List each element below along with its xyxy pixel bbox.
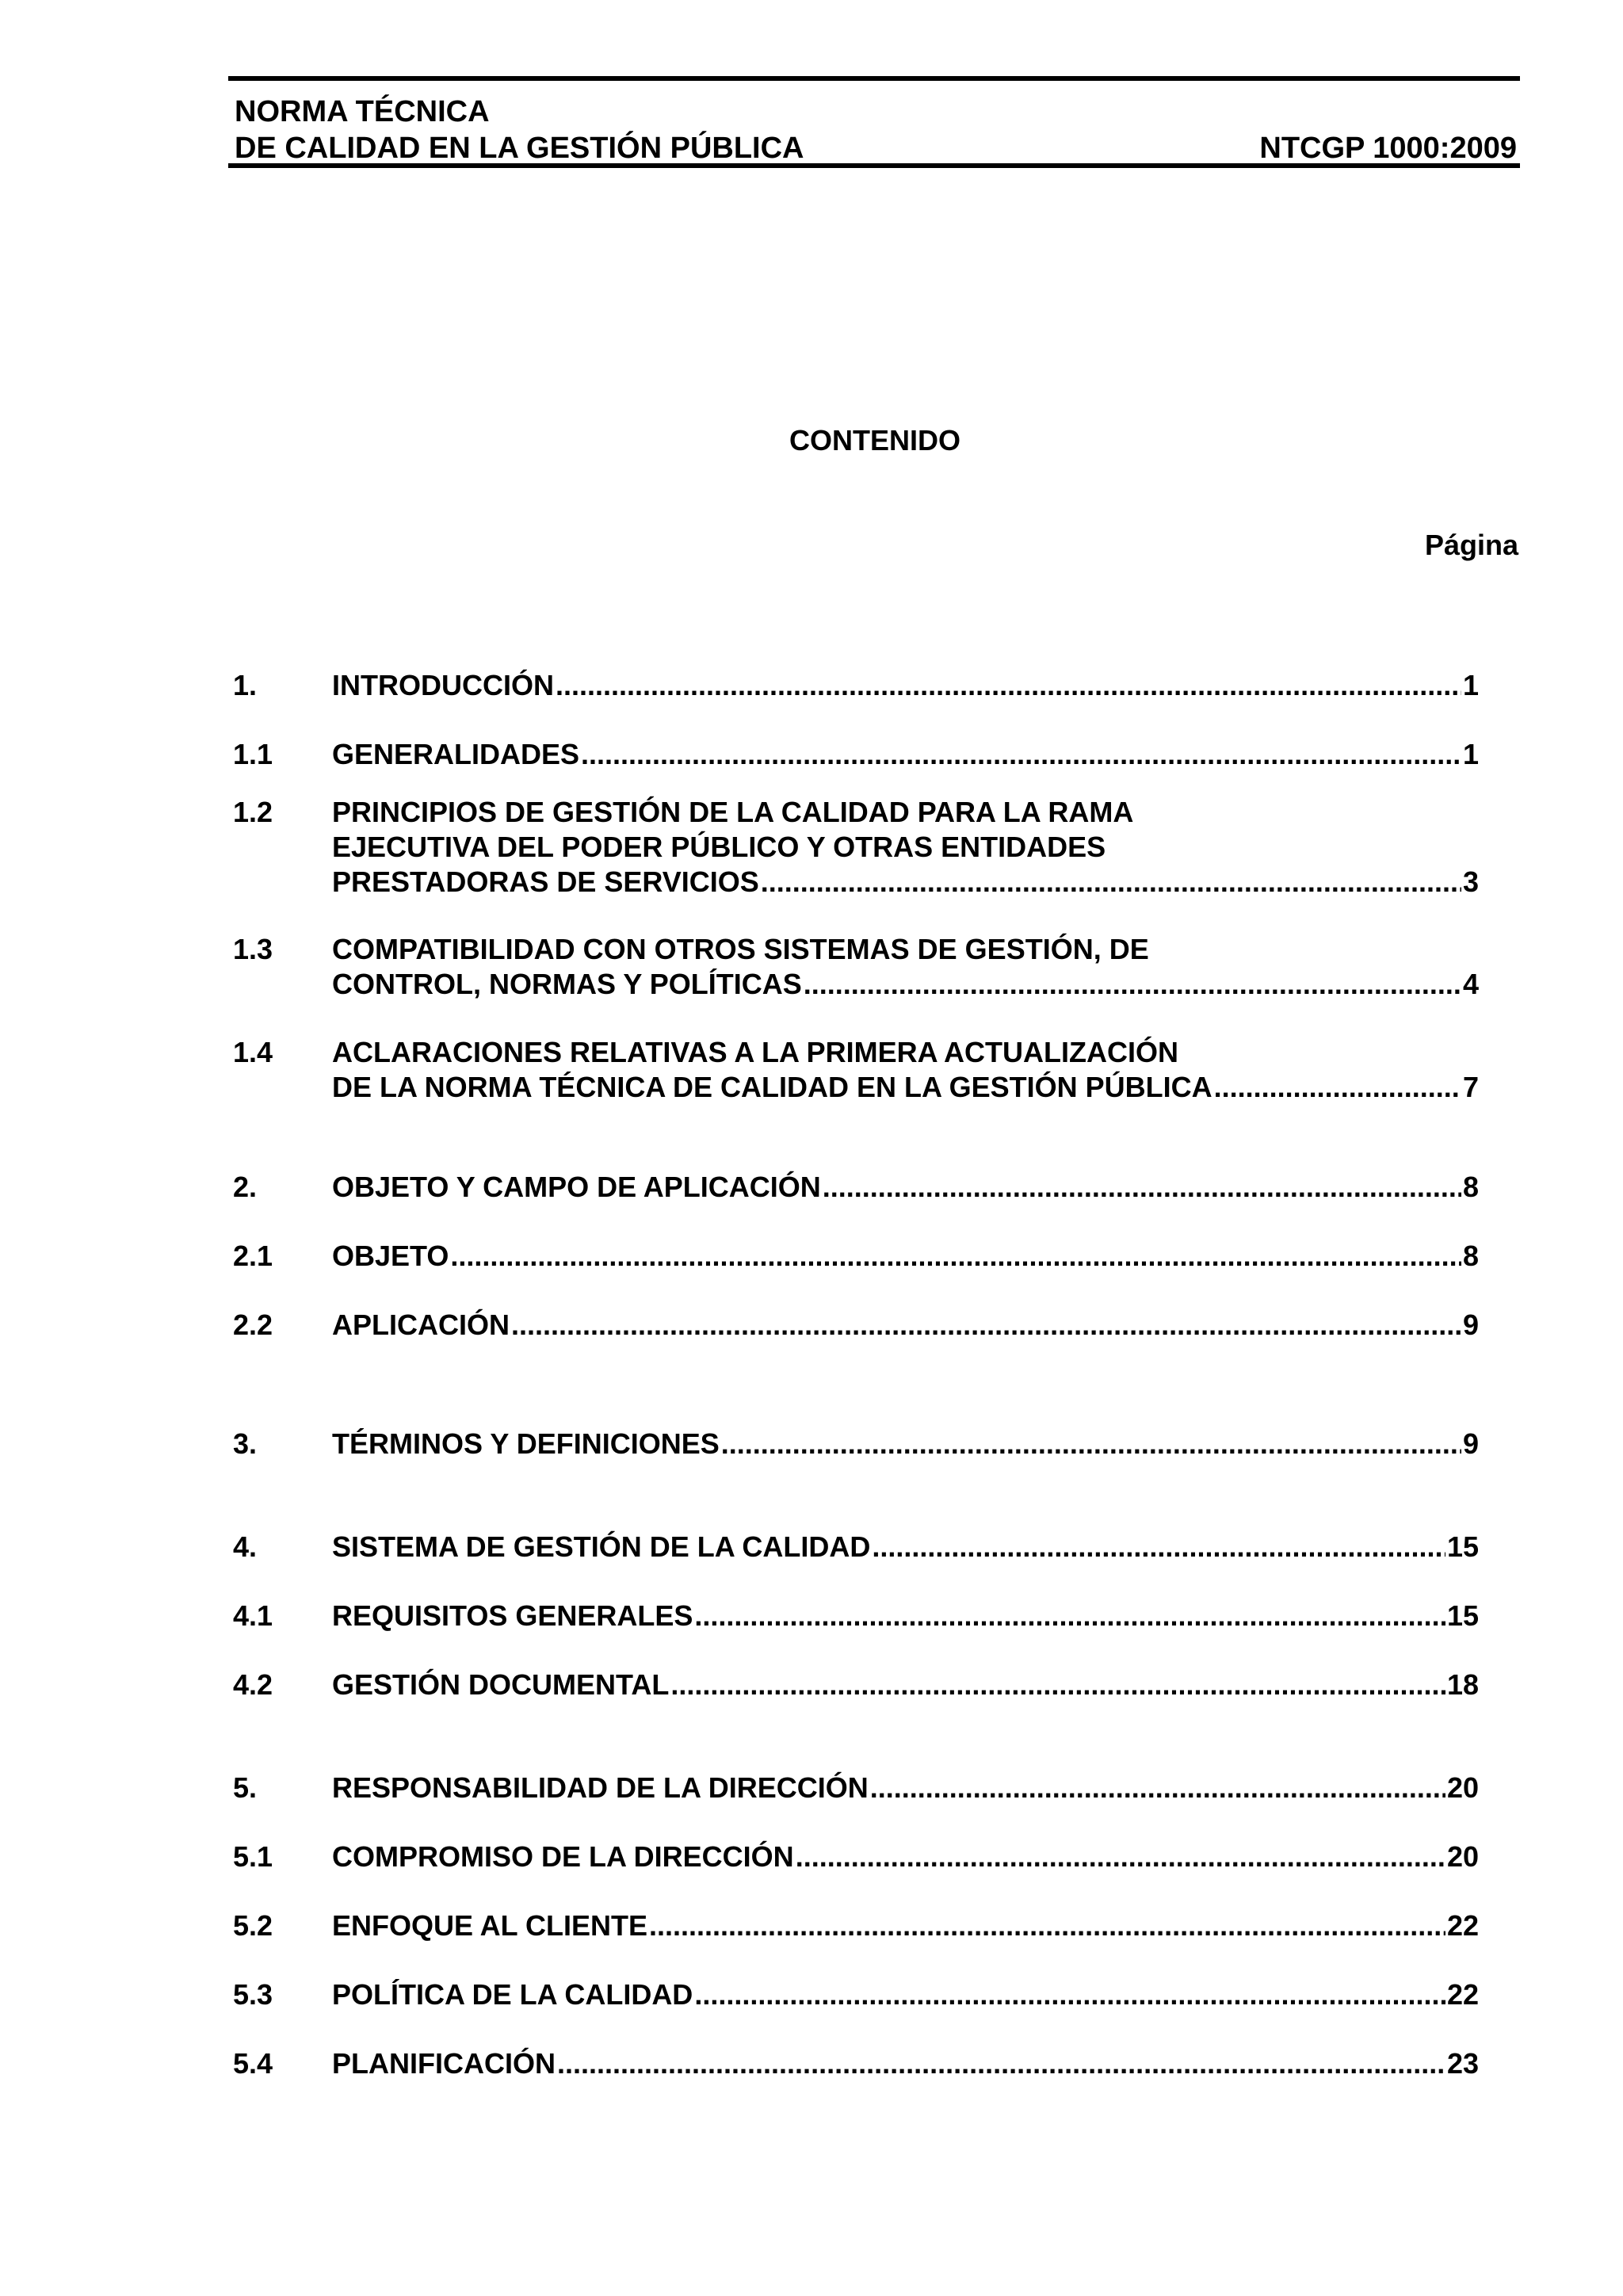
toc-entry-title-line: GENERALIDADES [332,738,580,770]
toc-page-number: 20 [1446,1771,1479,1804]
toc-page-number: 15 [1446,1599,1479,1632]
toc-entry-title-line: CONTROL, NORMAS Y POLÍTICAS [332,968,802,1000]
toc-entry-number: 1.3 [233,933,273,965]
toc-page-number: 3 [1462,865,1479,898]
toc-entry-number: 3. [233,1427,258,1460]
toc-entry-body [332,1668,1479,1702]
toc-entry-title-line: PRINCIPIOS DE GESTIÓN DE LA CALIDAD PARA LA RAMA [332,796,1134,828]
toc-entry-number: 5.1 [233,1840,273,1873]
toc-entry-number: 1. [233,669,258,701]
toc-entry-title-line: PLANIFICACIÓN [332,2047,556,2080]
toc-entry-title-line: PRESTADORAS DE SERVICIOS [332,865,759,898]
toc-page-number: 8 [1462,1171,1479,1203]
toc-entry-leader-row [332,668,1479,703]
toc-entry-leader-row [332,1427,1479,1461]
toc-entry-title-line: DE LA NORMA TÉCNICA DE CALIDAD EN LA GESTIÓN PÚBLICA [332,1071,1212,1103]
toc-entry-title-line: ENFOQUE AL CLIENTE [332,1909,648,1942]
toc-page-number: 9 [1462,1308,1479,1341]
toc-page-number: 18 [1446,1668,1479,1701]
toc-entry-body [332,1908,1479,1943]
toc-dot-leader [761,865,1461,900]
toc-entry-leader-row [332,1239,1479,1274]
toc-entry-leader-row [332,1308,1479,1343]
toc-dot-leader [694,1977,1445,2012]
toc-page-number: 20 [1446,1840,1479,1873]
toc-dot-leader [721,1427,1461,1461]
toc-dot-leader [872,1530,1445,1564]
toc-entry-body [332,1771,1479,1805]
toc-entry-title-line: GESTIÓN DOCUMENTAL [332,1668,670,1701]
toc-entry-leader-row [332,1977,1479,2012]
toc-entry-body [332,795,1479,900]
toc-entry-leader-row [332,865,1479,900]
toc-entry-number: 4. [233,1530,258,1563]
toc-entry-number: 5. [233,1771,258,1804]
toc-dot-leader [1214,1070,1461,1105]
toc-entry-number: 5.2 [233,1909,273,1942]
toc-entry-title-line: SISTEMA DE GESTIÓN DE LA CALIDAD [332,1530,871,1563]
toc-page-number: 22 [1446,1978,1479,2011]
toc-entry-title-line: ACLARACIONES RELATIVAS A LA PRIMERA ACTUALIZACIÓN [332,1036,1178,1068]
toc-page-number: 1 [1462,738,1479,770]
document-header [228,76,1520,168]
toc-entry-number: 5.3 [233,1978,273,2011]
toc-entry-title-line: RESPONSABILIDAD DE LA DIRECCIÓN [332,1771,869,1804]
toc-dot-leader [450,1239,1461,1274]
toc-entry-leader-row [332,2046,1479,2081]
toc-dot-leader [804,967,1461,1002]
toc-entry-number: 1.1 [233,738,273,770]
toc-dot-leader [511,1308,1461,1343]
toc-page-number: 1 [1462,669,1479,701]
toc-entry-number: 2. [233,1171,258,1203]
toc-entry-body [332,1035,1479,1105]
toc-entry-title-line: REQUISITOS GENERALES [332,1599,693,1632]
toc-entry-title-line: COMPROMISO DE LA DIRECCIÓN [332,1840,794,1873]
toc-entry-body [332,1599,1479,1633]
toc-entry-leader-row [332,1070,1479,1105]
toc-dot-leader [796,1839,1445,1874]
toc-entry-title-line: INTRODUCCIÓN [332,669,554,701]
header-title-line-1: NORMA TÉCNICA [235,95,490,128]
toc-entry-body [332,1530,1479,1564]
toc-entry-leader-row [332,967,1479,1002]
header-document-code: NTCGP 1000:2009 [1259,132,1517,165]
toc-dot-leader [649,1908,1445,1943]
toc-entry-title-line: OBJETO [332,1240,449,1272]
toc-entry-body [332,1839,1479,1874]
toc-entry-number: 1.2 [233,796,273,828]
page-column-label: Página [1424,529,1518,561]
toc-entry-number: 2.1 [233,1240,273,1272]
toc-dot-leader [670,1668,1445,1702]
toc-page-number: 4 [1462,968,1479,1000]
toc-entry-leader-row [332,1908,1479,1943]
toc-entry-number: 5.4 [233,2047,273,2080]
toc-dot-leader [823,1170,1461,1205]
toc-entry-body [332,1308,1479,1343]
toc-page-number: 7 [1462,1071,1479,1103]
toc-entry-number: 4.1 [233,1599,273,1632]
toc-entry-title-line: OBJETO Y CAMPO DE APLICACIÓN [332,1171,821,1203]
toc-dot-leader [581,737,1461,772]
toc-page-number: 15 [1446,1530,1479,1563]
toc-entry-leader-row [332,1771,1479,1805]
toc-entry-body [332,1427,1479,1461]
toc-page-number: 22 [1446,1909,1479,1942]
toc-entry-body [332,1239,1479,1274]
toc-page-number: 23 [1446,2047,1479,2080]
toc-entry-leader-row [332,1839,1479,1874]
toc-entry-title-line: TÉRMINOS Y DEFINICIONES [332,1427,720,1460]
toc-entry-body [332,932,1479,1002]
toc-entry-number: 1.4 [233,1036,273,1068]
toc-entry-body [332,737,1479,772]
toc-entry-leader-row [332,737,1479,772]
toc-entry-title-line: APLICACIÓN [332,1308,510,1341]
toc-page-number: 9 [1462,1427,1479,1460]
toc-entry-body [332,668,1479,703]
toc-dot-leader [556,668,1461,703]
toc-entry-leader-row [332,1599,1479,1633]
toc-entry-leader-row [332,1668,1479,1702]
toc-entry-leader-row [332,1530,1479,1564]
toc-dot-leader [557,2046,1445,2081]
toc-entry-title-line: COMPATIBILIDAD CON OTROS SISTEMAS DE GESTIÓN, DE [332,933,1149,965]
toc-entry-title-line: POLÍTICA DE LA CALIDAD [332,1978,693,2011]
toc-entry-body [332,2046,1479,2081]
toc-entry-leader-row [332,1170,1479,1205]
contents-title: CONTENIDO [789,424,960,457]
toc-entry-body [332,1977,1479,2012]
toc-dot-leader [870,1771,1445,1805]
header-title-line-2: DE CALIDAD EN LA GESTIÓN PÚBLICA [235,132,804,165]
toc-entry-body [332,1170,1479,1205]
toc-entry-number: 4.2 [233,1668,273,1701]
toc-entry-number: 2.2 [233,1308,273,1341]
toc-dot-leader [694,1599,1445,1633]
toc-entry-title-line: EJECUTIVA DEL PODER PÚBLICO Y OTRAS ENTIDADES [332,831,1106,863]
toc-page-number: 8 [1462,1240,1479,1272]
